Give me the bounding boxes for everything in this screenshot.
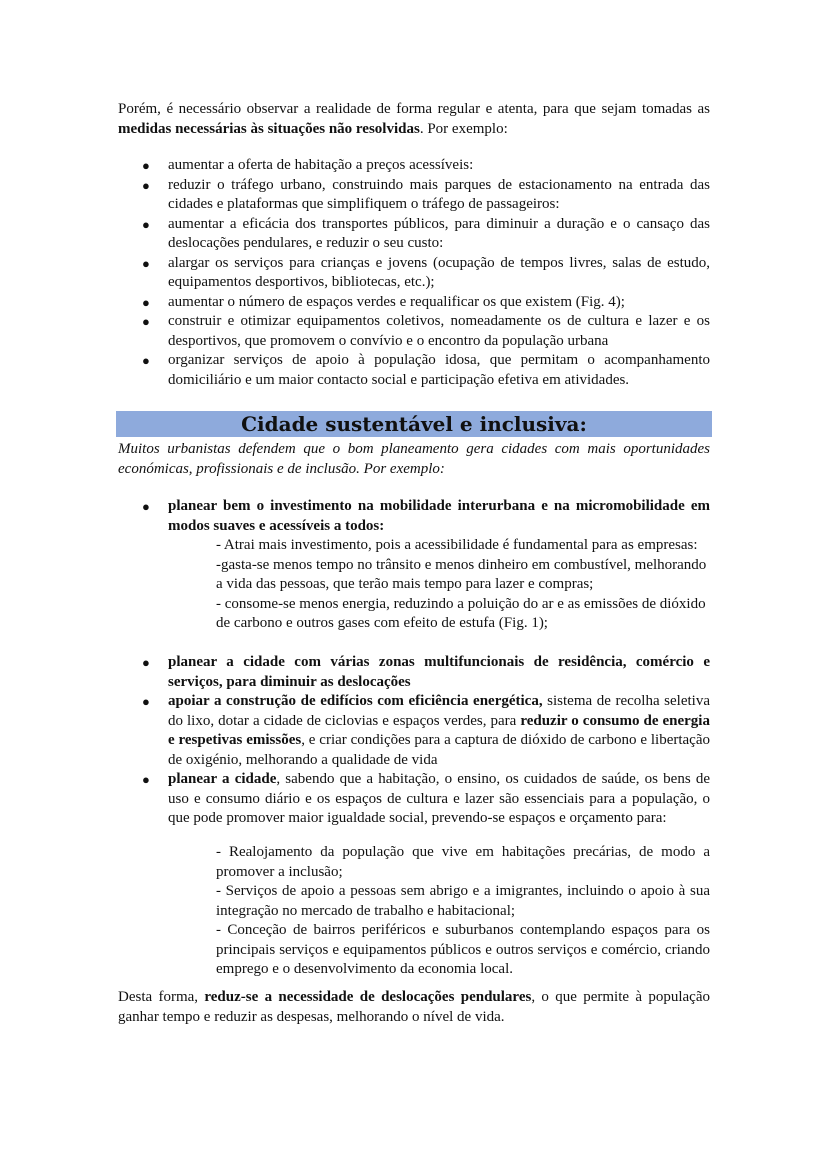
bullet-icon: ● bbox=[142, 177, 150, 193]
mobility-list bbox=[118, 497, 710, 536]
bullet-icon: ● bbox=[142, 655, 150, 670]
energy-text-1: sistema de recolha seletiva do lixo, dotar a cidade de ciclovias e espaços verdes, para bbox=[168, 693, 710, 729]
energy-bold-1: apoiar a construção de edifícios com eficiência energética, bbox=[168, 693, 543, 709]
section-intro: Muitos urbanistas defendem que o bom planeamento gera cidades com mais oportunidades económicas, profissionais e de inclusão. Por exemplo: bbox=[118, 441, 710, 477]
list-item bbox=[118, 215, 710, 254]
bullet-icon: ● bbox=[142, 772, 150, 787]
sub-item: - Atrai mais investimento, pois a acessibilidade é fundamental para as empresas: bbox=[216, 537, 698, 553]
sub-item: - consome-se menos energia, reduzindo a poluição do ar e as emissões de dióxido de carbono e outros gases com efeito de estufa (Fig. 1); bbox=[216, 595, 706, 631]
list-item bbox=[118, 176, 710, 215]
zones-text: planear a cidade com várias zonas multifuncionais de residência, comércio e serviços, para diminuir as deslocações bbox=[168, 654, 710, 690]
list-item bbox=[118, 156, 710, 176]
sub-item: - Realojamento da população que vive em habitações precárias, de modo a promover a inclusão; bbox=[216, 844, 710, 880]
intro-text: Porém, é necessário observar a realidade de forma regular e atenta, para que sejam tomadas as bbox=[118, 101, 710, 117]
intro-rest: . Por exemplo: bbox=[419, 120, 508, 137]
conclusion-paragraph bbox=[118, 988, 710, 1027]
bullet-icon: ● bbox=[142, 499, 150, 514]
list-item bbox=[118, 293, 710, 313]
bullet-icon: ● bbox=[142, 294, 150, 310]
list-item-text: aumentar a oferta de habitação a preços acessíveis: bbox=[168, 157, 474, 173]
mobility-heading: planear bem o investimento na mobilidade interurbana e na micromobilidade em modos suaves e acessíveis a todos: bbox=[168, 498, 710, 534]
section-banner: Cidade sustentável e inclusiva: bbox=[116, 411, 712, 437]
bullet-icon: ● bbox=[142, 158, 150, 173]
intro-paragraph bbox=[118, 100, 710, 139]
plan-sublist bbox=[216, 843, 710, 980]
sub-item: -gasta-se menos tempo no trânsito e menos dinheiro em combustível, melhorando a vida das pessoas, que terão mais tempo para lazer e compras; bbox=[216, 556, 707, 592]
list-item-text: aumentar a eficácia dos transportes públicos, para diminuir a duração e o cansaço das deslocações pendulares, e reduzir o seu custo: bbox=[168, 215, 710, 251]
plan-text: , sabendo que a habitação, o ensino, os cuidados de saúde, os bens de uso e consumo diário e os espaços de cultura e lazer são essenciais para a população, o que pode promover maior igualdade social, prevendo-se espaços e orçamento para: bbox=[168, 771, 710, 826]
bullet-icon: ● bbox=[142, 314, 150, 329]
measures-list bbox=[118, 156, 710, 390]
list-item bbox=[118, 312, 710, 351]
list-item-text: organizar serviços de apoio à população idosa, que permitam o acompanhamento domiciliário e um maior contacto social e participação efetiva em atividades. bbox=[168, 352, 710, 388]
planning-list bbox=[118, 653, 710, 829]
energy-bold-2: reduzir o consumo de energia e respetivas emissões bbox=[168, 712, 710, 748]
plan-bold: planear a cidade bbox=[168, 771, 277, 787]
bullet-icon: ● bbox=[142, 353, 150, 368]
conclusion-rest: , o que permite à população ganhar tempo e reduzir as despesas, melhorando o nível de vida. bbox=[118, 989, 711, 1025]
list-item-text: construir e otimizar equipamentos coletivos, nomeadamente os de cultura e lazer e os desportivos, que promovem o convívio e o encontro da população urbana bbox=[168, 313, 710, 349]
list-item bbox=[118, 653, 710, 692]
list-item-text: reduzir o tráfego urbano, construindo mais parques de estacionamento na entrada das cidades e plataformas que simplifiquem o tráfego de passageiros: bbox=[168, 176, 710, 212]
list-item bbox=[118, 254, 710, 293]
list-item-text: aumentar o número de espaços verdes e requalificar os que existem (Fig. 4); bbox=[168, 293, 625, 310]
intro-bold: medidas necessárias às situações não resolvidas bbox=[118, 120, 420, 137]
sub-item: - Conceção de bairros periféricos e suburbanos contemplando espaços para os principais serviços e equipamentos públicos e outros serviços e comércio, criando emprego e o desenvolvimento da economia local. bbox=[216, 922, 710, 977]
list-item bbox=[118, 351, 710, 390]
list-item bbox=[118, 770, 710, 829]
bullet-icon: ● bbox=[142, 694, 150, 709]
bullet-icon: ● bbox=[142, 216, 150, 232]
conclusion-bold: reduz-se a necessidade de deslocações pendulares bbox=[204, 989, 532, 1005]
list-item bbox=[118, 497, 710, 536]
conclusion-lead: Desta forma, bbox=[118, 989, 205, 1005]
sub-item: - Serviços de apoio a pessoas sem abrigo e a imigrantes, incluindo o apoio à sua integração no mercado de trabalho e habitacional; bbox=[216, 883, 710, 919]
bullet-icon: ● bbox=[142, 255, 150, 271]
list-item bbox=[118, 692, 710, 770]
energy-text-2: , e criar condições para a captura de dióxido de carbono e libertação de oxigénio, melhorando a qualidade de vida bbox=[168, 732, 711, 768]
list-item-text: alargar os serviços para crianças e jovens (ocupação de tempos livres, salas de estudo, equipamentos desportivos, bibliotecas, etc.); bbox=[168, 254, 710, 290]
mobility-sublist bbox=[216, 536, 710, 634]
